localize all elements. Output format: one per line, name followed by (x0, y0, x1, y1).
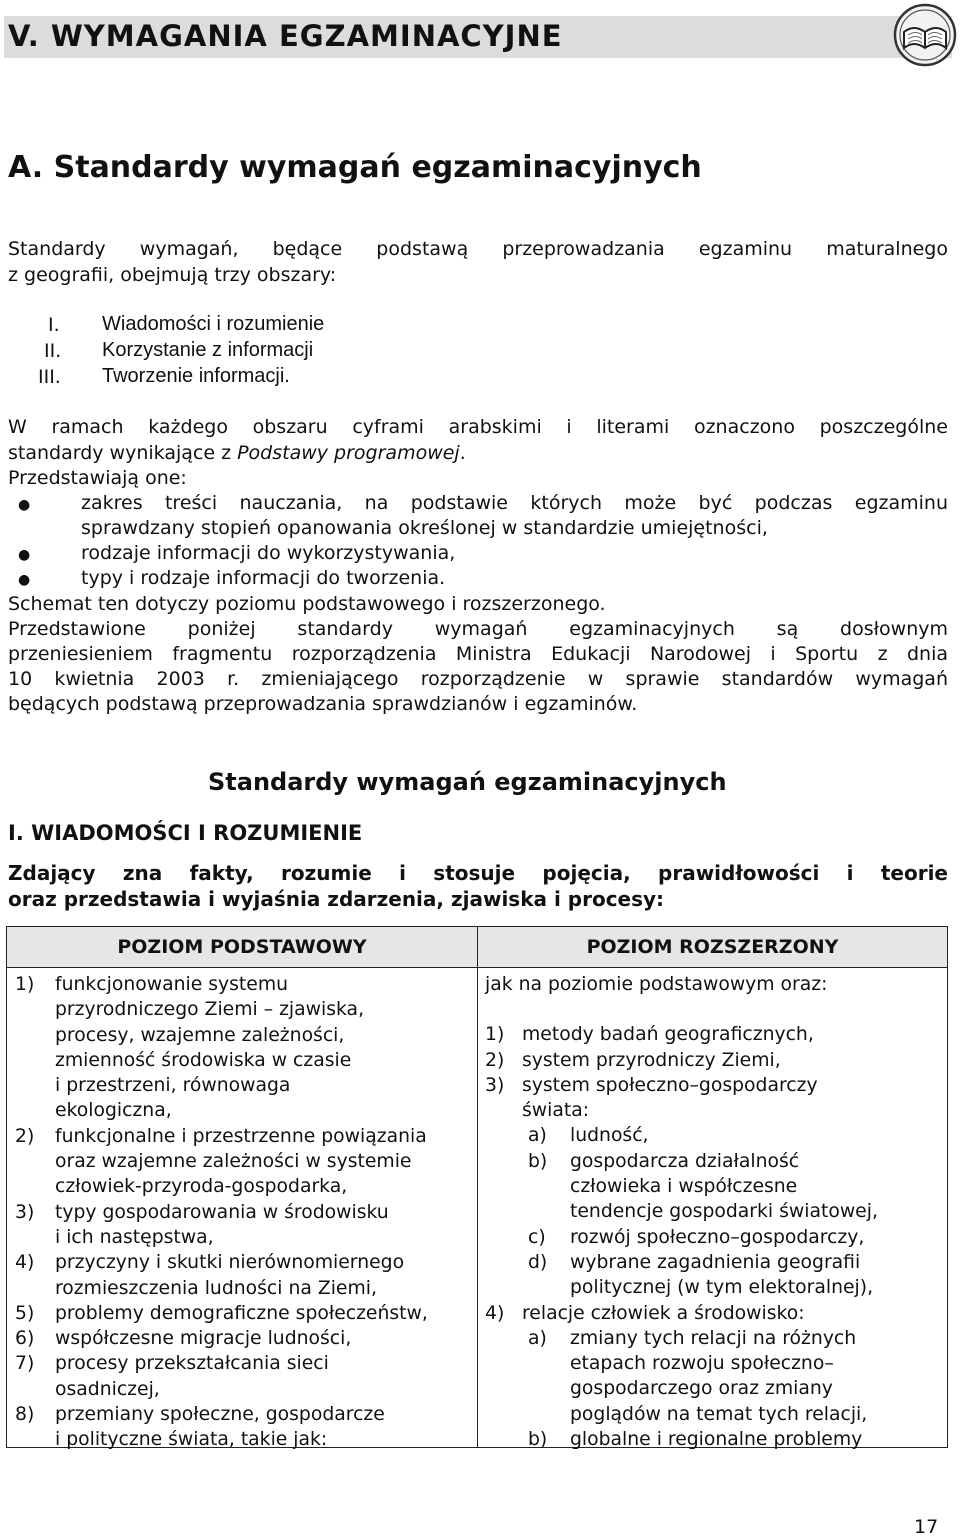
extended-level-item (485, 1427, 945, 1452)
extended-level-item (485, 1073, 945, 1098)
intro-line1: Standardy wymagań, będące podstawą przeprowadzania egzaminu maturalnego (8, 238, 948, 260)
item-text: i polityczne świata, takie jak: (55, 1429, 328, 1451)
extended-level-item (485, 1301, 945, 1326)
item-text: ekologiczna, (55, 1100, 172, 1122)
item-number (13, 1427, 55, 1452)
extended-level-column (485, 972, 945, 1452)
item-number: 5) (15, 1302, 35, 1324)
basic-level-item (13, 1124, 471, 1149)
item-sub-letter (522, 1174, 570, 1199)
item-number (485, 1376, 522, 1401)
para2-line1: W ramach każdego obszaru cyframi arabskimi i literami oznaczono poszczególne (8, 416, 948, 438)
para3-line5: będących podstawą przeprowadzania sprawdzianów i egzaminów. (8, 693, 638, 715)
item-text: gospodarcza działalność (570, 1150, 800, 1172)
item-number: 2) (485, 1049, 505, 1071)
extended-level-item (485, 1174, 945, 1199)
item-sub-letter (522, 1275, 570, 1300)
extended-level-item (485, 1225, 945, 1250)
item-text: ludność, (570, 1125, 649, 1147)
item-sub-letter (522, 1199, 570, 1224)
extended-level-item (485, 1022, 945, 1047)
item-text: gospodarczego oraz zmiany (570, 1378, 833, 1400)
item-text: etapach rozwoju społeczno– (570, 1353, 834, 1375)
extended-level-item (485, 1351, 945, 1376)
basic-level-item (13, 1200, 471, 1225)
item-text: poglądów na temat tych relacji, (570, 1403, 868, 1425)
item-text: wybrane zagadnienia geografii (570, 1251, 861, 1273)
item-text: współczesne migracje ludności, (55, 1328, 352, 1350)
bullet-dot: ● (18, 547, 31, 563)
item-sub-letter (522, 1351, 570, 1376)
item-text: relacje człowiek a środowisko: (522, 1302, 805, 1324)
lead-line1: Zdający zna fakty, rozumie i stosuje pojęcia, prawidłowości i teorie (8, 861, 948, 885)
item-number (13, 1377, 55, 1402)
standards-heading: Standardy wymagań egzaminacyjnych (208, 768, 727, 796)
item-number (13, 1023, 55, 1048)
item-text: człowiek-przyroda-gospodarka, (55, 1176, 348, 1198)
item-sub-letter: b) (528, 1150, 548, 1172)
item-text: rozwój społeczno–gospodarczy, (570, 1226, 865, 1248)
item-number (13, 1098, 55, 1123)
basic-level-item (13, 972, 471, 997)
header-basic-level: POZIOM PODSTAWOWY (7, 927, 477, 968)
extended-level-item (485, 1376, 945, 1401)
item-number (13, 1149, 55, 1174)
para2-line3: Przedstawiają one: (8, 467, 187, 489)
item-text: funkcjonowanie systemu (55, 974, 289, 995)
item-sub-letter: a) (528, 1327, 547, 1349)
item-text: procesy przekształcania sieci (55, 1353, 329, 1375)
item-text: zmiany tych relacji na różnych (570, 1327, 857, 1349)
extended-level-item (485, 1098, 945, 1123)
item-sub-letter: c) (528, 1226, 546, 1248)
item-text: człowieka i współczesne (570, 1176, 798, 1198)
item-number: 7) (15, 1353, 35, 1375)
section-a-title: A. Standardy wymagań egzaminacyjnych (8, 150, 702, 185)
area-label: Korzystanie z informacji (102, 339, 314, 361)
spacer (485, 997, 945, 1022)
basic-level-item (13, 1149, 471, 1174)
extended-level-item (485, 1402, 945, 1427)
item-text: przyczyny i skutki nierównomiernego (55, 1252, 405, 1274)
item-number: 1) (15, 974, 35, 995)
basic-level-item (13, 1174, 471, 1199)
area-num: III. (38, 366, 61, 388)
item-text: i ich następstwa, (55, 1226, 214, 1248)
item-text: oraz wzajemne zależności w systemie (55, 1151, 412, 1173)
item-number: 4) (485, 1302, 505, 1324)
item-number (485, 1149, 522, 1174)
extended-level-item (485, 1250, 945, 1275)
item-number (485, 1225, 522, 1250)
item-number (13, 1174, 55, 1199)
item-text: procesy, wzajemne zależności, (55, 1024, 345, 1046)
item-number (485, 1427, 522, 1452)
item-sub-letter (522, 1376, 570, 1401)
item-number (485, 1351, 522, 1376)
chapter-title: V. WYMAGANIA EGZAMINACYJNE (8, 19, 563, 53)
basic-level-item (13, 1023, 471, 1048)
standards-table (6, 926, 948, 1451)
item-text: funkcjonalne i przestrzenne powiązania (55, 1125, 427, 1147)
item-number (485, 1326, 522, 1351)
extended-level-item (485, 1326, 945, 1351)
lead-line2: oraz przedstawia i wyjaśnia zdarzenia, zjawiska i procesy: (8, 887, 665, 911)
item-sub-letter (522, 1402, 570, 1427)
basic-level-item (13, 1402, 471, 1427)
extended-level-item (485, 1199, 945, 1224)
basic-level-item (13, 997, 471, 1022)
item-number: 6) (15, 1328, 35, 1350)
item-number: 1) (485, 1024, 505, 1046)
item-text: rozmieszczenia ludności na Ziemi, (55, 1277, 377, 1299)
basic-level-column (13, 972, 471, 1453)
bullet-text: zakres treści nauczania, na podstawie których może być podczas egzaminu (81, 492, 948, 514)
item-number (485, 1275, 522, 1300)
extended-intro: jak na poziomie podstawowym oraz: (485, 974, 828, 995)
item-number (485, 1123, 522, 1148)
item-number: 3) (15, 1201, 35, 1223)
para3-line1: Schemat ten dotyczy poziomu podstawowego i rozszerzonego. (8, 593, 606, 615)
basic-level-item (13, 1276, 471, 1301)
item-text: system społeczno–gospodarczy (522, 1074, 818, 1096)
item-number: 3) (485, 1074, 505, 1096)
item-text: politycznej (w tym elektoralnej), (570, 1277, 874, 1299)
bullet-text: rodzaje informacji do wykorzystywania, (81, 542, 456, 564)
basic-level-item (13, 1225, 471, 1250)
extended-level-item (485, 1149, 945, 1174)
item-number (13, 1276, 55, 1301)
para3-line2: Przedstawione poniżej standardy wymagań egzaminacyjnych są dosłownym (8, 618, 948, 640)
page-number: 17 (914, 1516, 939, 1538)
basic-level-item (13, 1301, 471, 1326)
item-text: i przestrzeni, równowaga (55, 1075, 291, 1097)
area-label: Wiadomości i rozumienie (102, 313, 325, 335)
item-text: zmienność środowiska w czasie (55, 1049, 352, 1071)
extended-level-item (485, 1123, 945, 1148)
item-number (13, 1225, 55, 1250)
item-sub-letter: b) (528, 1429, 548, 1451)
basic-level-item (13, 1377, 471, 1402)
item-text: świata: (522, 1100, 590, 1122)
para2-line2: standardy wynikające z Podstawy programowej. (8, 442, 466, 464)
item-number (485, 1098, 522, 1123)
item-text: problemy demograficzne społeczeństw, (55, 1302, 428, 1324)
item-number (485, 1199, 522, 1224)
header-extended-level: POZIOM ROZSZERZONY (478, 927, 947, 968)
area-label: Tworzenie informacji. (102, 365, 290, 387)
item-number: 8) (15, 1404, 35, 1426)
area-num: II. (44, 340, 62, 362)
section-i-title: I. WIADOMOŚCI I ROZUMIENIE (8, 821, 363, 845)
item-text: przyrodniczego Ziemi – zjawiska, (55, 999, 365, 1021)
item-text: przemiany społeczne, gospodarcze (55, 1404, 385, 1426)
item-number (485, 1250, 522, 1275)
basic-level-item (13, 1250, 471, 1275)
item-number (485, 1402, 522, 1427)
item-text: metody badań geograficznych, (522, 1024, 814, 1046)
basic-level-item (13, 1098, 471, 1123)
item-text: osadniczej, (55, 1378, 160, 1400)
extended-level-item (485, 1048, 945, 1073)
item-number (485, 1174, 522, 1199)
bullet-text: typy i rodzaje informacji do tworzenia. (81, 567, 446, 589)
bullet-dot: ● (18, 572, 31, 588)
basic-level-item (13, 1427, 471, 1452)
extended-level-item (485, 1275, 945, 1300)
basic-level-item (13, 1048, 471, 1073)
item-sub-letter: a) (528, 1125, 547, 1147)
item-number (13, 1048, 55, 1073)
para3-line4: 10 kwietnia 2003 r. zmieniającego rozporządzenie w sprawie standardów wymagań (8, 668, 948, 690)
intro-line2: z geografii, obejmują trzy obszary: (8, 264, 337, 286)
item-number (13, 1073, 55, 1098)
item-text: globalne i regionalne problemy (570, 1429, 863, 1451)
basic-level-item (13, 1326, 471, 1351)
item-text: typy gospodarowania w środowisku (55, 1201, 389, 1223)
area-num: I. (48, 314, 60, 336)
para3-line3: przeniesieniem fragmentu rozporządzenia Ministra Edukacji Narodowej i Sportu z dnia (8, 643, 948, 665)
basic-level-item (13, 1351, 471, 1376)
item-sub-letter: d) (528, 1251, 548, 1273)
item-number (13, 997, 55, 1022)
bullet-dot: ● (18, 497, 31, 513)
bullet-text-cont: sprawdzany stopień opanowania określonej w standardzie umiejętności, (81, 517, 768, 539)
item-number: 2) (15, 1125, 35, 1147)
item-text: system przyrodniczy Ziemi, (522, 1049, 781, 1071)
book-logo-icon (892, 2, 958, 68)
basic-level-item (13, 1073, 471, 1098)
column-divider (477, 927, 478, 1447)
item-number: 4) (15, 1252, 35, 1274)
item-text: tendencje gospodarki światowej, (570, 1201, 878, 1223)
